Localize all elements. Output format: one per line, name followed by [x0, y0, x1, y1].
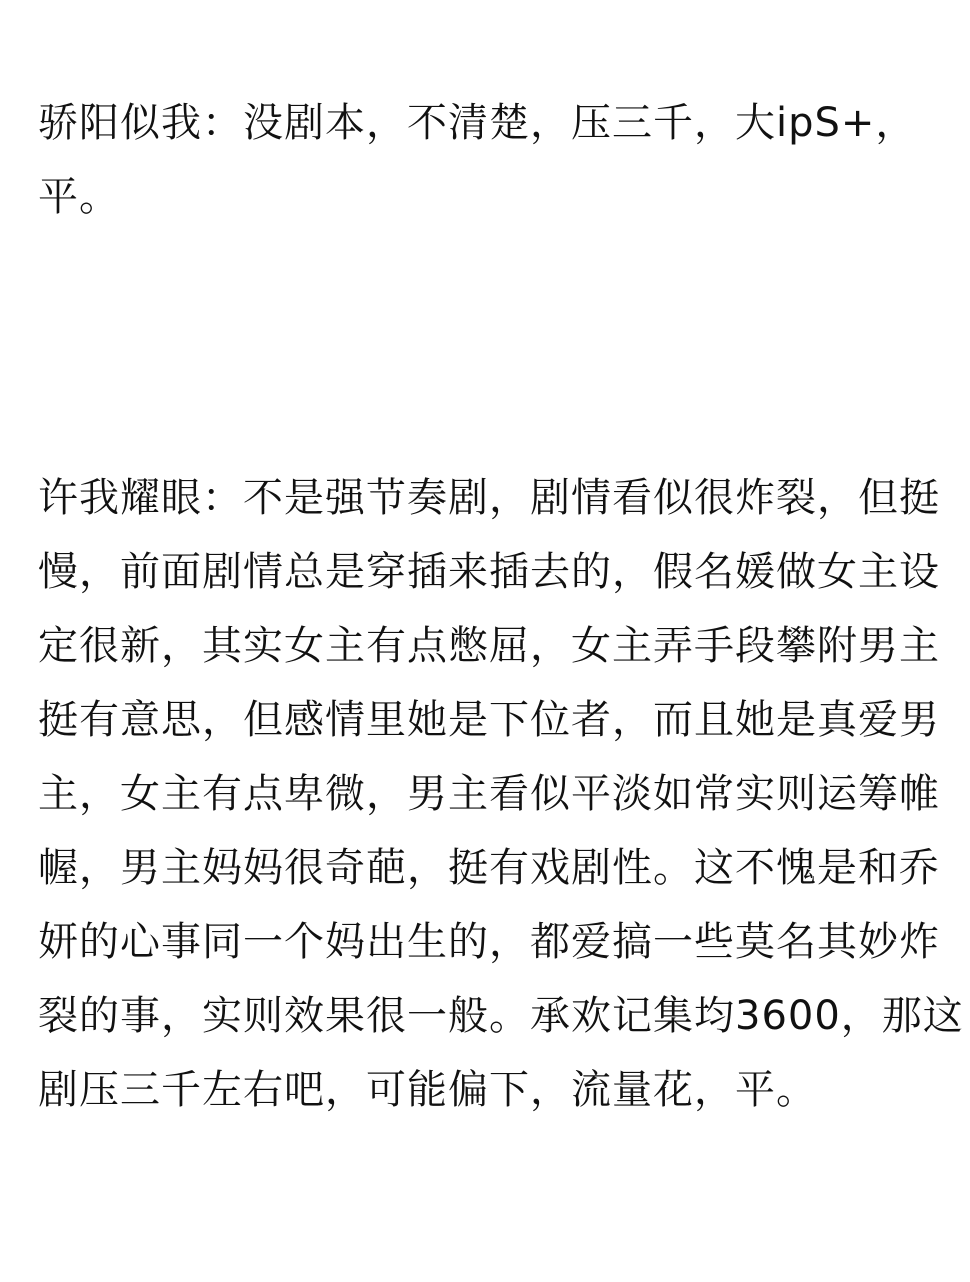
- text-line: 剧压三千左右吧，可能偏下，流量花，平。: [38, 1067, 817, 1113]
- text-line: 许我耀眼：不是强节奏剧，剧情看似很炸裂，但挺: [38, 475, 940, 521]
- text-line: 定很新，其实女主有点憋屈，女主弄手段攀附男主: [38, 623, 940, 669]
- text-line: 幄，男主妈妈很奇葩，挺有戏剧性。这不愧是和乔: [38, 845, 940, 891]
- text-line: 骄阳似我：没剧本，不清楚，压三千，大ipS+，: [38, 100, 917, 146]
- text-line: 主，女主有点卑微，男主看似平淡如常实则运筹帷: [38, 771, 940, 817]
- review-paragraph-jiaoyang: [38, 86, 938, 234]
- text-line: 平。: [38, 174, 120, 220]
- text-line: 慢，前面剧情总是穿插来插去的，假名媛做女主设: [38, 549, 940, 595]
- review-paragraph-xuwoyaoyan: [38, 461, 964, 1127]
- text-line: 妍的心事同一个妈出生的，都爱搞一些莫名其妙炸: [38, 919, 940, 965]
- text-line: 裂的事，实则效果很一般。承欢记集均3600，那这: [38, 993, 964, 1039]
- text-line: 挺有意思，但感情里她是下位者，而且她是真爱男: [38, 697, 940, 743]
